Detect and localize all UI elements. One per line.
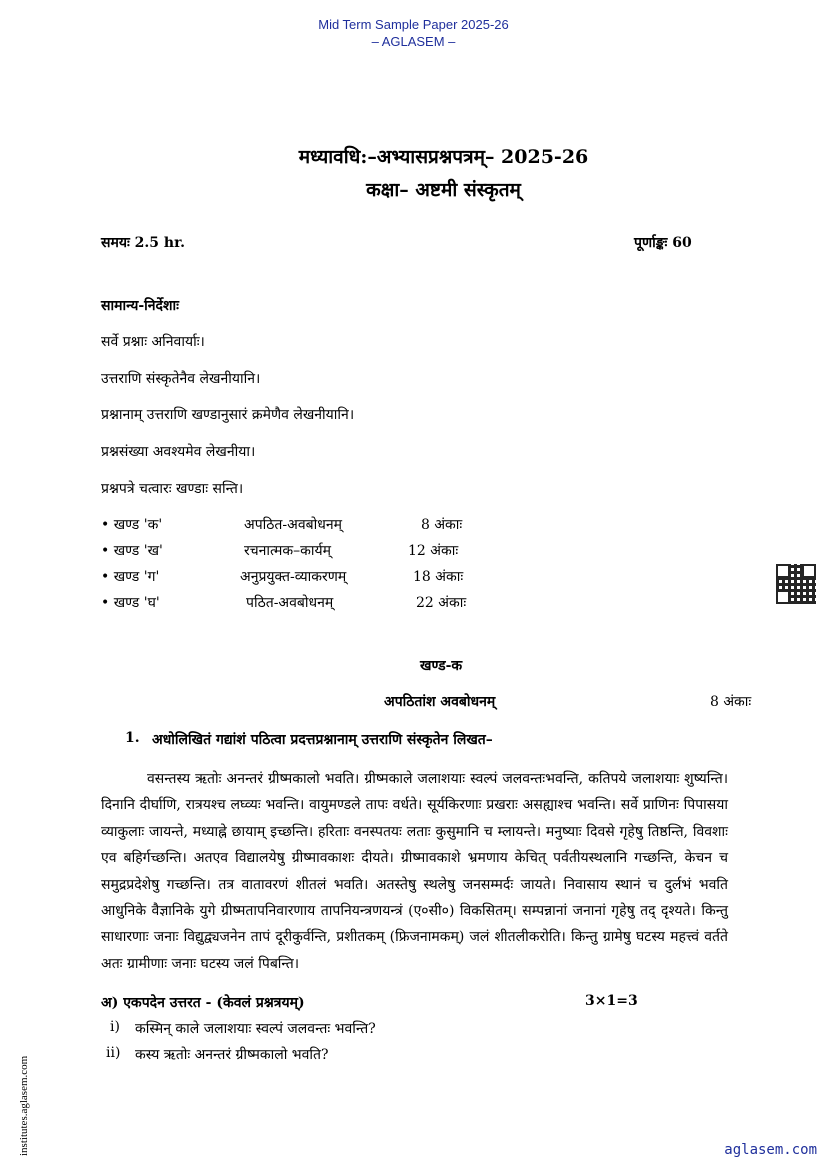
section-title: पठित-अवबोधनम् — [246, 595, 334, 611]
section-subheading: अपठितांश अवबोधनम् — [384, 694, 496, 710]
qr-code-icon[interactable] — [776, 564, 816, 604]
question-number: 1. — [125, 730, 140, 746]
section-name: • खण्ड 'ख' — [101, 543, 163, 559]
instruction-item: प्रश्नपत्रे चत्वारः खण्डाः सन्ति। — [101, 481, 244, 497]
section-row — [101, 593, 501, 613]
section-name: • खण्ड 'घ' — [101, 595, 160, 611]
section-row — [101, 541, 501, 561]
section-name: • खण्ड 'ग' — [101, 569, 160, 585]
paper-title: मध्यावधि:–अभ्यासप्रश्नपत्रम्– 2025-26 — [298, 146, 589, 168]
section-marks: 18 अंकाः — [413, 569, 464, 585]
question-item-text: कस्य ऋतोः अनन्तरं ग्रीष्मकालो भवति? — [135, 1047, 329, 1063]
section-title: अनुप्रयुक्त-व्याकरणम् — [240, 569, 347, 585]
time-label: समयः 2.5 hr. — [101, 235, 186, 251]
instruction-item: प्रश्नानाम् उत्तराणि खण्डानुसारं क्रमेणैव लेखनीयानि। — [101, 407, 355, 423]
class-subject: कक्षा– अष्टमी संस्कृतम् — [366, 179, 521, 201]
section-marks: 8 अंकाः — [421, 517, 463, 533]
instruction-item: सर्वे प्रश्नाः अनिवार्याः। — [101, 334, 205, 350]
header-brand: – AGLASEM – — [371, 34, 456, 49]
question-text: अधोलिखितं गद्यांशं पठित्वा प्रदत्तप्रश्नानाम् उत्तराणि संस्कृतेन लिखत– — [152, 732, 493, 748]
subquestion-marks: 3×1=3 — [585, 993, 638, 1009]
question-item-text: कस्मिन् काले जलाशयाः स्वल्पं जलवन्तः भवन्ति? — [135, 1021, 376, 1037]
question-item-number: i) — [110, 1019, 120, 1035]
section-name: • खण्ड 'क' — [101, 517, 163, 533]
reading-passage: वसन्तस्य ऋतोः अनन्तरं ग्रीष्मकालो भवति। ग्रीष्मकाले जलाशयाः स्वल्पं जलवन्तःभवन्ति, कतिपये जलाशयाः शुष्यन्ति। दिनानि दीर्घाणि, रात्रयश्च लघ्व्यः भवन्ति। वायुमण्डले तापः वर्धते। सूर्यकिरणाः प्रखराः असह्याश्च भवन्ति। सर्वे प्राणिनः पिपासया व्याकुलाः जायन्ते, मध्याह्ने छायाम् इच्छन्ति। हरिताः वनस्पतयः लताः कुसुमानि च म्लायन्ते। मनुष्याः दिवसे गृहेषु तिष्ठन्ति, विवशाः एव बहिर्गच्छन्ति। अतएव विद्यालयेषु ग्रीष्मावकाशः दीयते। ग्रीष्मावकाशे भ्रमणाय केचित् पर्वतीयस्थलानि गच्छन्ति, केचन च समुद्रप्रदेशेषु गच्छन्ति। तत्र वातावरणं शीतलं भवति। अतस्तेषु स्थलेषु जनसम्मर्दः जायते। निवासाय स्थानं च दुर्लभं भवति आधुनिके वैज्ञानिके युगे ग्रीष्मतापनिवारणाय तापनियन्त्रणयन्त्रं (ए०सी०) विकसितम्। सम्पन्नानां जनानां गृहेषु तद् दृश्यते। किन्तु साधारणाः जनाः विद्युद्व्यजनेन तापं दूरीकुर्वन्ति, प्रशीतकम् (फ्रिजनामकम्) जलं शीतलीकरोति। किन्तु ग्रामेषु घटस्य महत्त्वं वर्तते अतः ग्रामीणाः जनाः घटस्य जलं पिबन्ति। — [101, 771, 728, 972]
subquestion-label: अ) एकपदेन उत्तरत - (केवलं प्रश्नत्रयम्) — [101, 995, 305, 1011]
instruction-item: उत्तराणि संस्कृतेनैव लेखनीयानि। — [101, 371, 261, 387]
header-title: Mid Term Sample Paper 2025-26 — [318, 17, 509, 32]
side-watermark-url: institutes.aglasem.com — [18, 1055, 30, 1156]
total-marks: पूर्णाङ्कः 60 — [634, 235, 692, 251]
footer-link[interactable]: aglasem.com — [724, 1142, 817, 1158]
section-row — [101, 515, 501, 535]
section-marks: 22 अंकाः — [416, 595, 467, 611]
question-item-number: ii) — [106, 1045, 121, 1061]
section-row — [101, 567, 501, 587]
section-heading: खण्ड-क — [420, 658, 463, 674]
section-title: अपठित-अवबोधनम् — [244, 517, 342, 533]
section-title: रचनात्मक–कार्यम् — [244, 543, 331, 559]
section-marks: 12 अंकाः — [408, 543, 459, 559]
instruction-item: प्रश्नसंख्या अवश्यमेव लेखनीया। — [101, 444, 256, 460]
section-marks-label: 8 अंकाः — [710, 694, 752, 710]
instructions-heading: सामान्य-निर्देशाः — [101, 298, 179, 314]
